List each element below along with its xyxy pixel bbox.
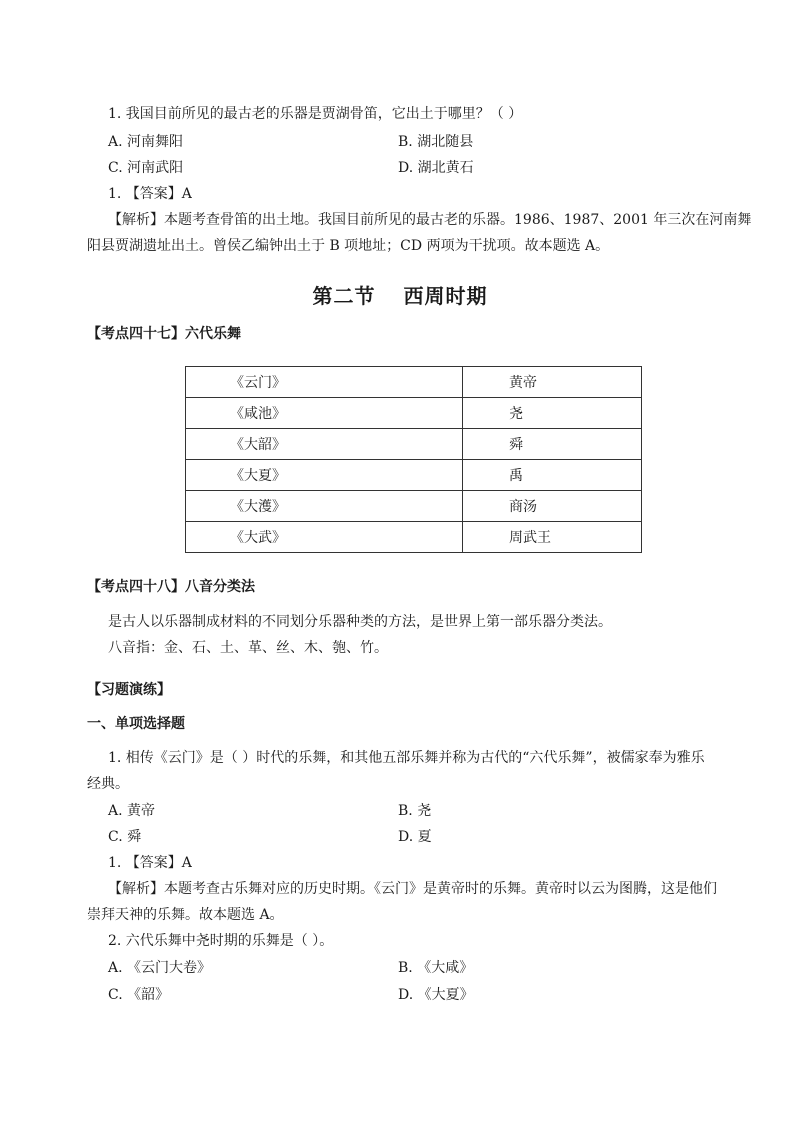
answer-line: 1. 【答案】A bbox=[108, 855, 192, 871]
dance-name-cell: 《大武》 bbox=[186, 522, 463, 553]
section-number: 第二节 bbox=[312, 284, 376, 308]
era-cell: 商汤 bbox=[463, 491, 642, 522]
era-cell: 周武王 bbox=[463, 522, 642, 553]
analysis-line-1: 【解析】本题考查古乐舞对应的历史时期。《云门》是黄帝时的乐舞。黄帝时以云为图腾，这是他们 bbox=[108, 881, 717, 897]
dance-name-cell: 《大濩》 bbox=[186, 491, 463, 522]
table-row bbox=[186, 429, 642, 460]
option-d: D. 湖北黄石 bbox=[398, 160, 474, 176]
practice-q1-line-1: 1. 相传《云门》是（ ）时代的乐舞，和其他五部乐舞并称为古代的“六代乐舞”，被儒家奉为雅乐 bbox=[108, 750, 705, 766]
era-cell: 尧 bbox=[463, 398, 642, 429]
option-d: D. 夏 bbox=[398, 829, 432, 845]
dance-name-cell: 《大韶》 bbox=[186, 429, 463, 460]
table-row bbox=[186, 522, 642, 553]
table-row bbox=[186, 367, 642, 398]
section-title bbox=[0, 280, 800, 309]
table-row bbox=[186, 491, 642, 522]
point-48-text-2: 八音指：金、石、土、革、丝、木、匏、竹。 bbox=[108, 640, 388, 656]
option-c: C. 河南武阳 bbox=[108, 160, 184, 176]
option-c: C. 舜 bbox=[108, 829, 142, 845]
table-row bbox=[186, 398, 642, 429]
answer-line: 1. 【答案】A bbox=[108, 186, 192, 202]
analysis-line-2: 阳县贾湖遗址出土。曾侯乙编钟出土于 B 项地址；CD 两项为干扰项。故本题选 A。 bbox=[87, 238, 610, 254]
section-name: 西周时期 bbox=[403, 284, 488, 308]
point-47-heading: 【考点四十七】六代乐舞 bbox=[87, 326, 241, 342]
option-b: B. 《大咸》 bbox=[398, 960, 474, 976]
era-cell: 舜 bbox=[463, 429, 642, 460]
practice-heading: 【习题演练】 bbox=[87, 682, 171, 698]
table-row bbox=[186, 460, 642, 491]
option-b: B. 尧 bbox=[398, 803, 432, 819]
option-a: A. 黄帝 bbox=[108, 803, 156, 819]
practice-q1-line-2: 经典。 bbox=[87, 776, 129, 792]
point-48-heading: 【考点四十八】八音分类法 bbox=[87, 579, 255, 595]
single-choice-heading: 一、单项选择题 bbox=[87, 716, 185, 732]
option-a: A. 河南舞阳 bbox=[108, 134, 184, 150]
option-c: C. 《韶》 bbox=[108, 987, 170, 1003]
option-a: A. 《云门大卷》 bbox=[108, 960, 212, 976]
dance-name-cell: 《云门》 bbox=[186, 367, 463, 398]
option-d: D. 《大夏》 bbox=[398, 987, 474, 1003]
analysis-line-1: 【解析】本题考查骨笛的出土地。我国目前所见的最古老的乐器。1986、1987、2001 年三次在河南舞 bbox=[108, 212, 752, 228]
dance-name-cell: 《咸池》 bbox=[186, 398, 463, 429]
era-cell: 禹 bbox=[463, 460, 642, 491]
dance-name-cell: 《大夏》 bbox=[186, 460, 463, 491]
era-cell: 黄帝 bbox=[463, 367, 642, 398]
practice-q2-text: 2. 六代乐舞中尧时期的乐舞是（ ）。 bbox=[108, 933, 334, 949]
question-1-text: 1. 我国目前所见的最古老的乐器是贾湖骨笛，它出土于哪里？（ ） bbox=[108, 106, 523, 122]
analysis-line-2: 崇拜天神的乐舞。故本题选 A。 bbox=[87, 907, 284, 923]
option-b: B. 湖北随县 bbox=[398, 134, 474, 150]
point-48-text-1: 是古人以乐器制成材料的不同划分乐器种类的方法，是世界上第一部乐器分类法。 bbox=[108, 614, 612, 630]
six-dynasty-dance-table bbox=[185, 366, 642, 553]
